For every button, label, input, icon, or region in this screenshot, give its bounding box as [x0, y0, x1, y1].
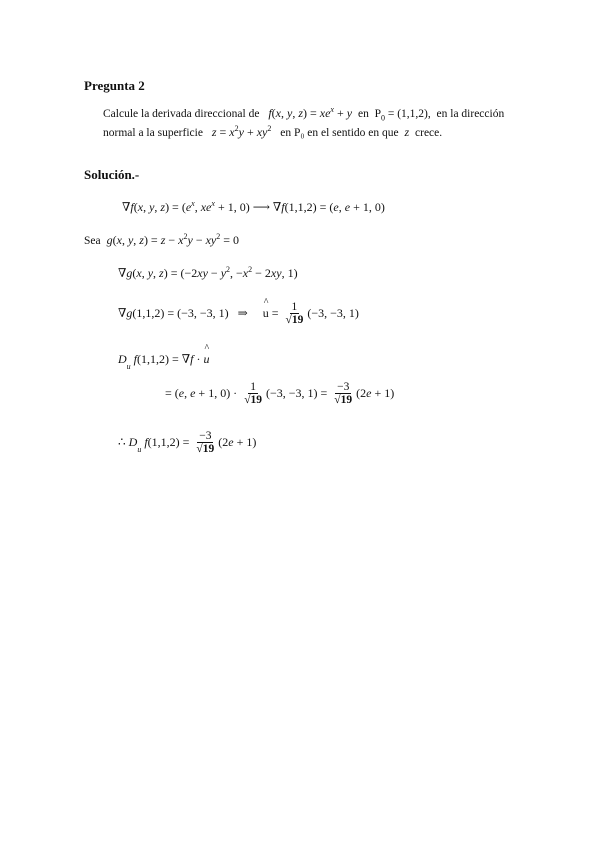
statement-text-3: normal a la superficie: [103, 127, 203, 139]
statement-text-1: Calcule la derivada direccional de: [103, 108, 260, 120]
gradient-g-at-point: ∇g(1,1,2) = (−3, −3, 1) ⇒ ^ u = $\frac{1}{√19}$ (−3, −3, 1): [118, 301, 359, 327]
statement-text-4: en P₀ en el sentido en que: [280, 127, 399, 139]
gradient-g-equation: ∇g(x, y, $z) = (-2xy - y^2$, $-x^2 - 2xy$, 1): [118, 265, 298, 280]
statement-text-5: crece.: [415, 127, 443, 139]
statement-line-2: [103, 125, 442, 140]
question-title: Pregunta 2: [84, 78, 145, 93]
variable-z: z: [404, 125, 410, 139]
final-result: ∴ $D_u$ f(1,1,2) = $\frac{-3}{√19}$ (2e + 1): [118, 430, 257, 455]
surface-equation: $z = x^2y + xy^2$: [211, 124, 272, 139]
solution-heading: Solución.-: [84, 167, 140, 182]
statement-line-1: [103, 106, 504, 121]
statement-en: en: [357, 108, 369, 120]
statement-text-2: en la dirección: [436, 108, 505, 120]
point-p0: $P_0 = (1,1,2)$,: [371, 108, 434, 123]
sea-label: Sea: [84, 235, 101, 247]
g-definition: Sea g(x, y, $z) = z - x^2y - xy^2 = 0$: [84, 232, 240, 247]
fraction-1-over-sqrt19: $\frac{1}{√19}$: [285, 301, 304, 326]
directional-derivative-calculation: = (e, e + 1, 0) · $\frac{1}{√19}$ (−3, −3, 1) = $\frac{-3}{√19}$ (2e + 1): [165, 381, 395, 406]
gradient-f-equation: ∇f(x, y, $z) = (e^x$, $xe^x + 1$, 0) ⟶ ∇f(1,1,2) = (e, e + 1, 0): [122, 199, 385, 214]
directional-derivative-definition: $D_u$ f(1,1,2) = ∇f · ^ u: [118, 352, 210, 367]
function-definition: f(x, y, $z) = xe^x + y$: [268, 105, 353, 120]
